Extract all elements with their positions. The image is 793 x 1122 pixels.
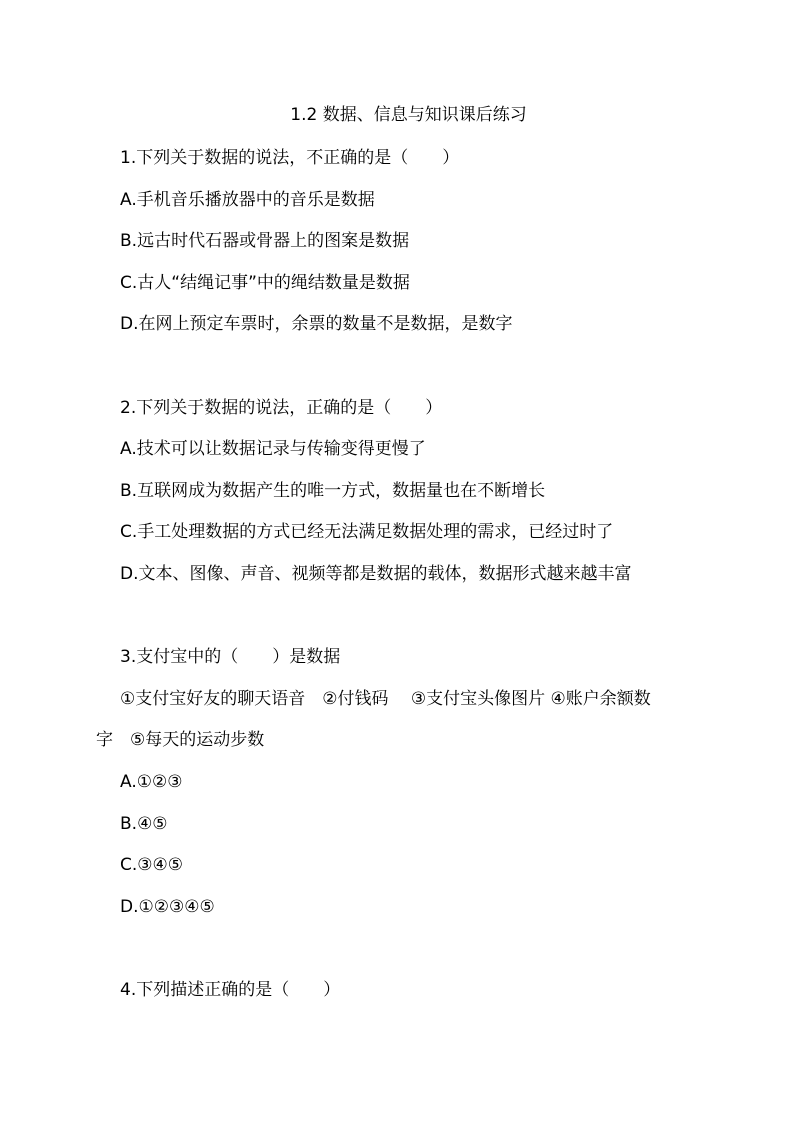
question-3-option-d: D.①②③④⑤	[120, 897, 215, 917]
question-1-option-d: D.在网上预定车票时，余票的数量不是数据，是数字	[120, 314, 513, 334]
question-4-stem: 4.下列描述正确的是（ ）	[120, 980, 341, 1000]
question-2-stem: 2.下列关于数据的说法，正确的是（ ）	[120, 398, 443, 418]
question-1-stem: 1.下列关于数据的说法，不正确的是（ ）	[120, 148, 460, 168]
question-3-items-line-2: 字 ⑤每天的运动步数	[96, 730, 265, 750]
question-1-option-a: A.手机音乐播放器中的音乐是数据	[120, 190, 375, 210]
question-3-stem: 3.支付宝中的（ ）是数据	[120, 647, 341, 667]
question-3-option-a: A.①②③	[120, 772, 183, 792]
question-2-option-c: C.手工处理数据的方式已经无法满足数据处理的需求，已经过时了	[120, 522, 614, 542]
question-1-option-b: B.远古时代石器或骨器上的图案是数据	[120, 231, 410, 251]
page-title: 1.2 数据、信息与知识课后练习	[290, 105, 527, 125]
question-2-option-b: B.互联网成为数据产生的唯一方式，数据量也在不断增长	[120, 481, 546, 501]
question-2-option-d: D.文本、图像、声音、视频等都是数据的载体，数据形式越来越丰富	[120, 564, 632, 584]
question-3-items-line-1: ①支付宝好友的聊天语音 ②付钱码 ③支付宝头像图片 ④账户余额数	[120, 689, 651, 709]
question-2-option-a: A.技术可以让数据记录与传输变得更慢了	[120, 439, 426, 459]
question-3-option-c: C.③④⑤	[120, 855, 183, 875]
question-3-option-b: B.④⑤	[120, 814, 168, 834]
question-1-option-c: C.古人“结绳记事”中的绳结数量是数据	[120, 273, 410, 293]
